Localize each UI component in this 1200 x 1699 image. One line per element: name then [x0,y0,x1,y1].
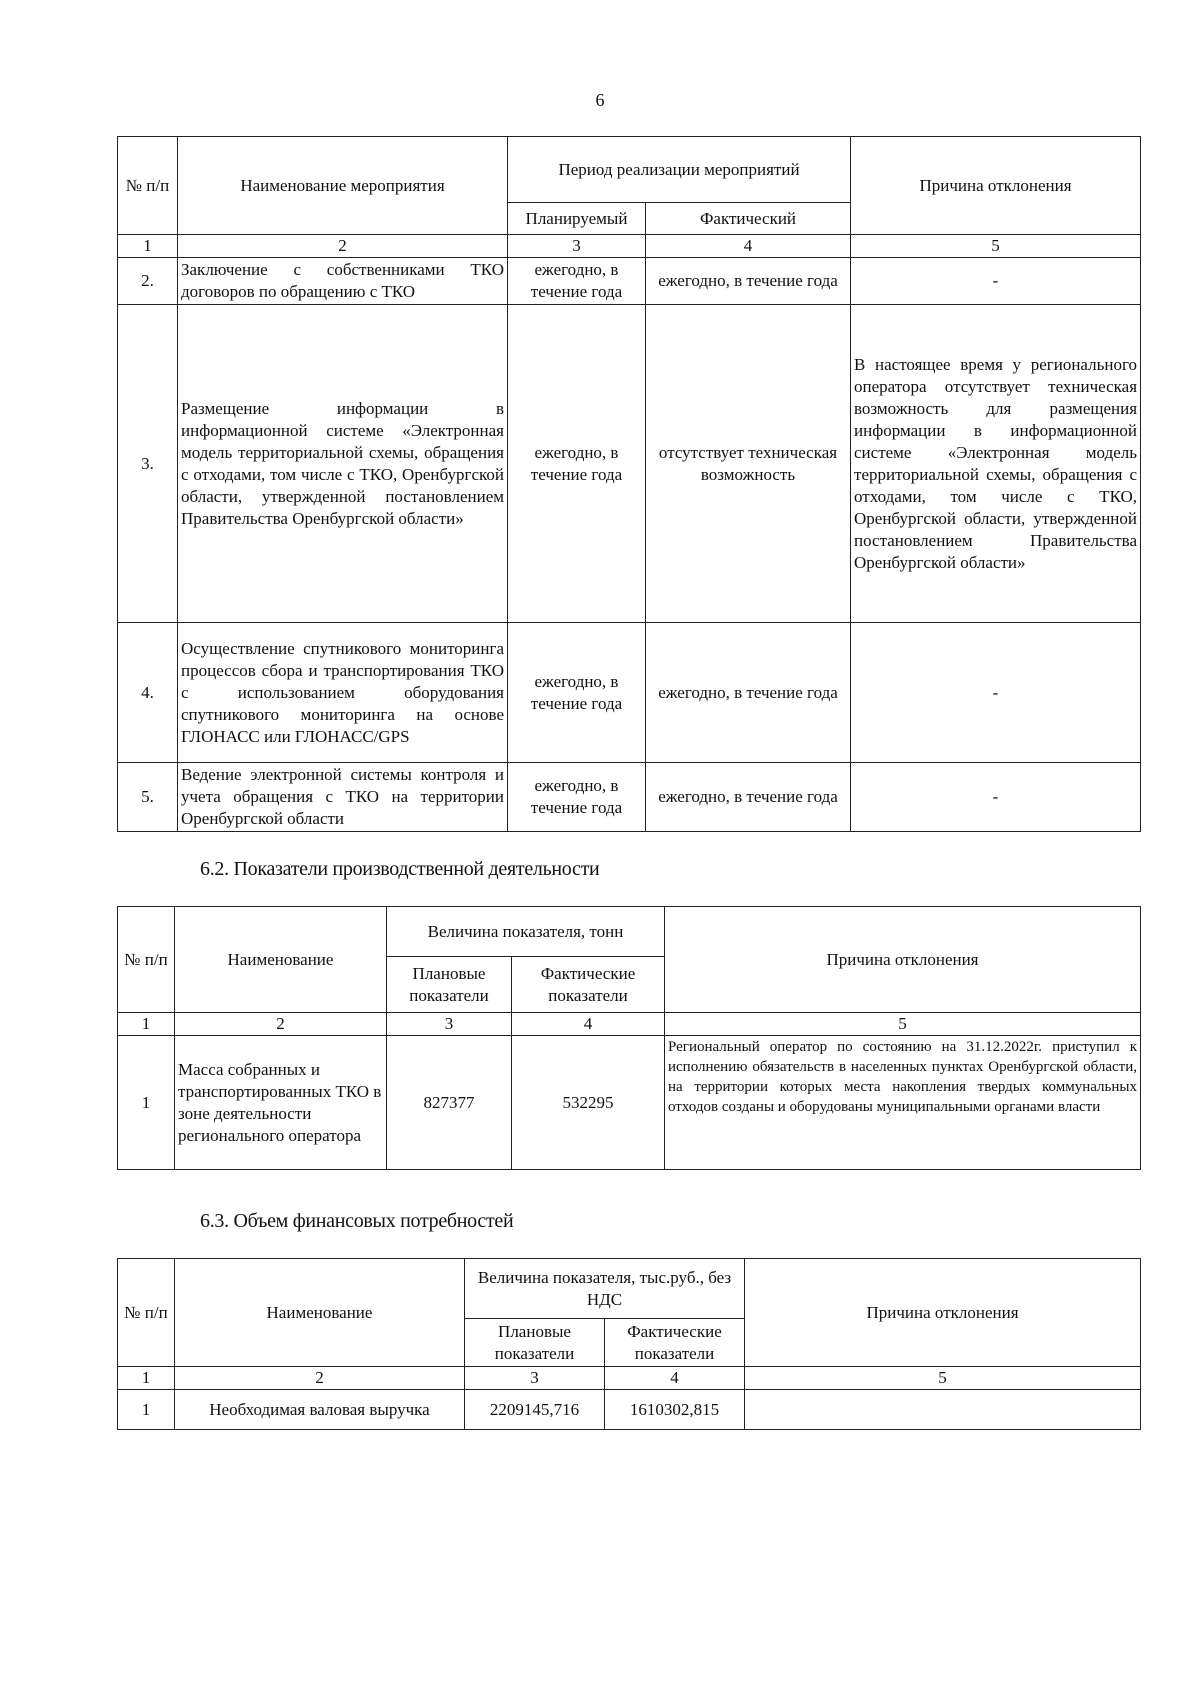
row-actual: 1610302,815 [605,1390,745,1430]
activities-table [117,136,1141,832]
header-actual: Фактические показатели [605,1319,745,1367]
column-number: 1 [118,1367,175,1390]
row-planned: ежегодно, в течение года [508,305,646,623]
column-number-row [118,235,1141,258]
row-name: Размещение информации в информационной системе «Электронная модель территориальной схемы, обращения с отходами, том числе с ТКО, Оренбургской области, утвержденной постановлением Правительства Оренбургской области» [178,305,508,623]
section-heading-6-3: 6.3. Объем финансовых потребностей [200,1210,514,1232]
table-row [118,1390,1141,1430]
row-name: Осуществление спутникового мониторинга процессов сбора и транспортирования ТКО с использованием оборудования спутникового мониторинга на основе ГЛОНАСС или ГЛОНАСС/GPS [178,623,508,763]
header-planned: Плановые показатели [387,957,512,1013]
header-planned: Планируемый [508,203,646,235]
header-value: Величина показателя, тонн [387,907,665,957]
row-reason: - [851,763,1141,832]
row-actual: 532295 [512,1036,665,1170]
row-reason: Региональный оператор по состоянию на 31.12.2022г. приступил к исполнению обязательств в населенных пунктах Оренбургской области, на территории которых места накопления твердых коммунальных отходов созданы и оборудованы муниципальными органами власти [665,1036,1141,1170]
header-reason: Причина отклонения [851,137,1141,235]
table-row [118,763,1141,832]
column-number: 5 [851,235,1141,258]
header-num: № п/п [118,1259,175,1367]
header-value: Величина показателя, тыс.руб., без НДС [465,1259,745,1319]
row-reason: - [851,623,1141,763]
column-number: 1 [118,235,178,258]
row-reason: - [851,258,1141,305]
row-num: 1 [118,1390,175,1430]
column-number: 5 [665,1013,1141,1036]
header-reason: Причина отклонения [745,1259,1141,1367]
header-actual: Фактический [646,203,851,235]
column-number: 2 [175,1013,387,1036]
table-row [118,1036,1141,1170]
row-name: Заключение с собственниками ТКО договоров по обращению с ТКО [178,258,508,305]
column-number-row [118,1013,1141,1036]
row-name: Масса собранных и транспортированных ТКО в зоне деятельности регионального оператора [175,1036,387,1170]
row-num: 1 [118,1036,175,1170]
header-num: № п/п [118,137,178,235]
row-actual: ежегодно, в течение года [646,623,851,763]
header-name: Наименование [175,1259,465,1367]
column-number: 5 [745,1367,1141,1390]
table-row [118,258,1141,305]
row-num: 4. [118,623,178,763]
column-number-row [118,1367,1141,1390]
row-actual: отсутствует техническая возможность [646,305,851,623]
column-number: 4 [646,235,851,258]
row-num: 5. [118,763,178,832]
row-planned: 827377 [387,1036,512,1170]
column-number: 2 [175,1367,465,1390]
table-row [118,305,1141,623]
column-number: 1 [118,1013,175,1036]
row-planned: ежегодно, в течение года [508,258,646,305]
page-number: 6 [595,90,605,110]
column-number: 4 [605,1367,745,1390]
header-reason: Причина отклонения [665,907,1141,1013]
column-number: 3 [387,1013,512,1036]
row-planned: 2209145,716 [465,1390,605,1430]
row-name: Необходимая валовая выручка [175,1390,465,1430]
row-num: 3. [118,305,178,623]
production-indicators-table [117,906,1141,1170]
row-reason: В настоящее время у регионального оператора отсутствует техническая возможность для размещения информации в информационной системе «Электронная модель территориальной схемы, обращения с отходами, том числе с ТКО, Оренбургской области, утвержденной постановлением Правительства Оренбургской области» [851,305,1141,623]
column-number: 3 [508,235,646,258]
row-name: Ведение электронной системы контроля и учета обращения с ТКО на территории Оренбургской области [178,763,508,832]
section-heading-6-2: 6.2. Показатели производственной деятельности [200,858,600,880]
row-planned: ежегодно, в течение года [508,623,646,763]
financial-needs-table [117,1258,1141,1430]
column-number: 3 [465,1367,605,1390]
column-number: 2 [178,235,508,258]
row-reason [745,1390,1141,1430]
row-actual: ежегодно, в течение года [646,763,851,832]
table-row [118,623,1141,763]
header-num: № п/п [118,907,175,1013]
header-name: Наименование мероприятия [178,137,508,235]
header-planned: Плановые показатели [465,1319,605,1367]
column-number: 4 [512,1013,665,1036]
row-planned: ежегодно, в течение года [508,763,646,832]
header-actual: Фактические показатели [512,957,665,1013]
header-name: Наименование [175,907,387,1013]
header-period: Период реализации мероприятий [508,137,851,203]
row-actual: ежегодно, в течение года [646,258,851,305]
row-num: 2. [118,258,178,305]
